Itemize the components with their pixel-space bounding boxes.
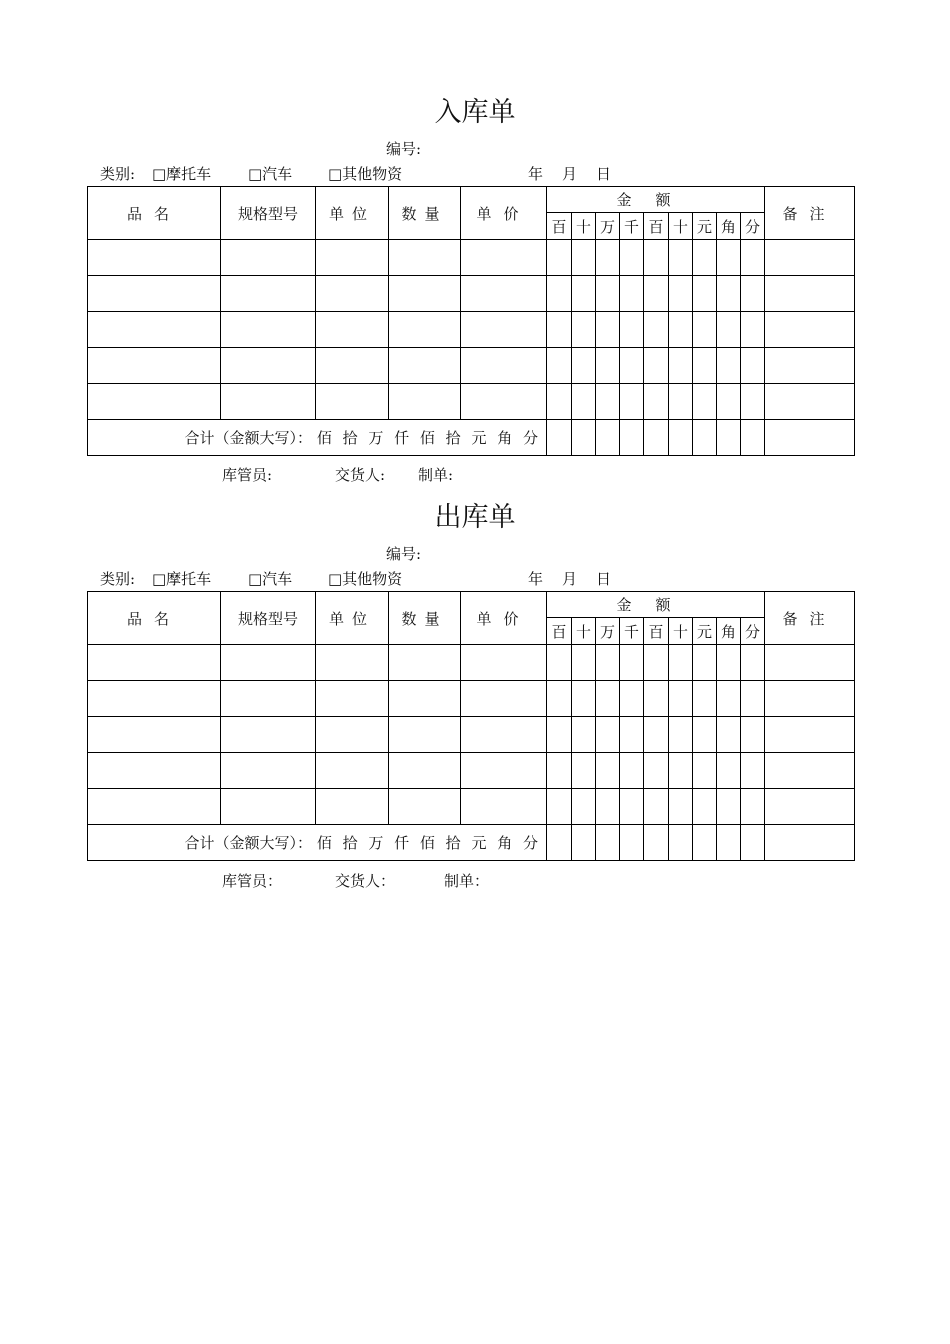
table-row bbox=[88, 753, 864, 789]
col-header-price: 单价 bbox=[461, 187, 547, 240]
col-header-qty: 数量 bbox=[389, 187, 461, 240]
total-row bbox=[88, 420, 864, 456]
col-header-spec: 规格型号 bbox=[221, 187, 316, 240]
digit-header: 百 bbox=[644, 618, 669, 645]
date-year: 年 bbox=[528, 165, 544, 183]
col-header-name: 品名 bbox=[88, 187, 221, 240]
col-header-remark: 备注 bbox=[765, 187, 855, 240]
form-title: 出库单 bbox=[434, 502, 516, 533]
table-row bbox=[88, 681, 864, 717]
digit-header: 十 bbox=[572, 618, 596, 645]
digit-header: 万 bbox=[596, 618, 620, 645]
digit-header: 十 bbox=[572, 213, 596, 240]
deliverer-label: 交货人： bbox=[335, 872, 396, 890]
number-label: 编号: bbox=[386, 140, 422, 158]
digit-header: 角 bbox=[717, 213, 741, 240]
option-car[interactable]: □汽车 bbox=[248, 570, 293, 588]
table-row bbox=[88, 789, 864, 825]
date-day: 日 bbox=[596, 570, 612, 588]
items-table bbox=[87, 591, 864, 861]
items-table bbox=[87, 186, 864, 456]
form-title: 入库单 bbox=[434, 97, 516, 128]
digit-header: 万 bbox=[596, 213, 620, 240]
table-row bbox=[88, 384, 864, 420]
category-label: 类别: bbox=[100, 165, 136, 183]
digit-header: 千 bbox=[620, 213, 644, 240]
digit-header: 分 bbox=[741, 618, 765, 645]
digit-header: 元 bbox=[693, 618, 717, 645]
digit-header: 分 bbox=[741, 213, 765, 240]
maker-label: 制单： bbox=[444, 872, 490, 890]
digit-header: 角 bbox=[717, 618, 741, 645]
table-row bbox=[88, 240, 864, 276]
number-label: 编号: bbox=[386, 545, 422, 563]
table-row bbox=[88, 717, 864, 753]
option-other[interactable]: □其他物资 bbox=[328, 165, 403, 183]
col-header-amount: 金额 bbox=[547, 187, 765, 213]
option-motorcycle[interactable]: □摩托车 bbox=[152, 570, 212, 588]
date-day: 日 bbox=[596, 165, 612, 183]
col-header-remark: 备注 bbox=[765, 592, 855, 645]
digit-header: 百 bbox=[547, 618, 572, 645]
table-row bbox=[88, 276, 864, 312]
col-header-unit: 单位 bbox=[316, 592, 389, 645]
digit-header: 百 bbox=[644, 213, 669, 240]
total-label: 合计（金额大写）： bbox=[184, 429, 313, 447]
digit-header: 千 bbox=[620, 618, 644, 645]
deliverer-label: 交货人: bbox=[335, 466, 386, 484]
keeper-label: 库管员： bbox=[222, 872, 283, 890]
keeper-label: 库管员: bbox=[222, 466, 273, 484]
option-car[interactable]: □汽车 bbox=[248, 165, 293, 183]
edge-cell bbox=[855, 618, 864, 645]
edge-cell bbox=[855, 187, 864, 213]
category-label: 类别: bbox=[100, 570, 136, 588]
digit-header: 十 bbox=[669, 213, 693, 240]
date-month: 月 bbox=[562, 165, 578, 183]
col-header-amount: 金额 bbox=[547, 592, 765, 618]
col-header-qty: 数量 bbox=[389, 592, 461, 645]
col-header-name: 品名 bbox=[88, 592, 221, 645]
option-other[interactable]: □其他物资 bbox=[328, 570, 403, 588]
col-header-price: 单价 bbox=[461, 592, 547, 645]
edge-cell bbox=[855, 592, 864, 618]
total-units: 佰 拾 万 仟 佰 拾 元 角 分 bbox=[316, 429, 538, 447]
digit-header: 元 bbox=[693, 213, 717, 240]
digit-header: 百 bbox=[547, 213, 572, 240]
digit-header: 十 bbox=[669, 618, 693, 645]
table-row bbox=[88, 348, 864, 384]
total-row bbox=[88, 825, 864, 861]
table-row bbox=[88, 312, 864, 348]
edge-cell bbox=[855, 213, 864, 240]
col-header-spec: 规格型号 bbox=[221, 592, 316, 645]
total-label: 合计（金额大写）： bbox=[184, 834, 313, 852]
date-month: 月 bbox=[562, 570, 578, 588]
maker-label: 制单: bbox=[418, 466, 454, 484]
col-header-unit: 单位 bbox=[316, 187, 389, 240]
date-year: 年 bbox=[528, 570, 544, 588]
table-row bbox=[88, 645, 864, 681]
total-units: 佰 拾 万 仟 佰 拾 元 角 分 bbox=[316, 834, 538, 852]
option-motorcycle[interactable]: □摩托车 bbox=[152, 165, 212, 183]
